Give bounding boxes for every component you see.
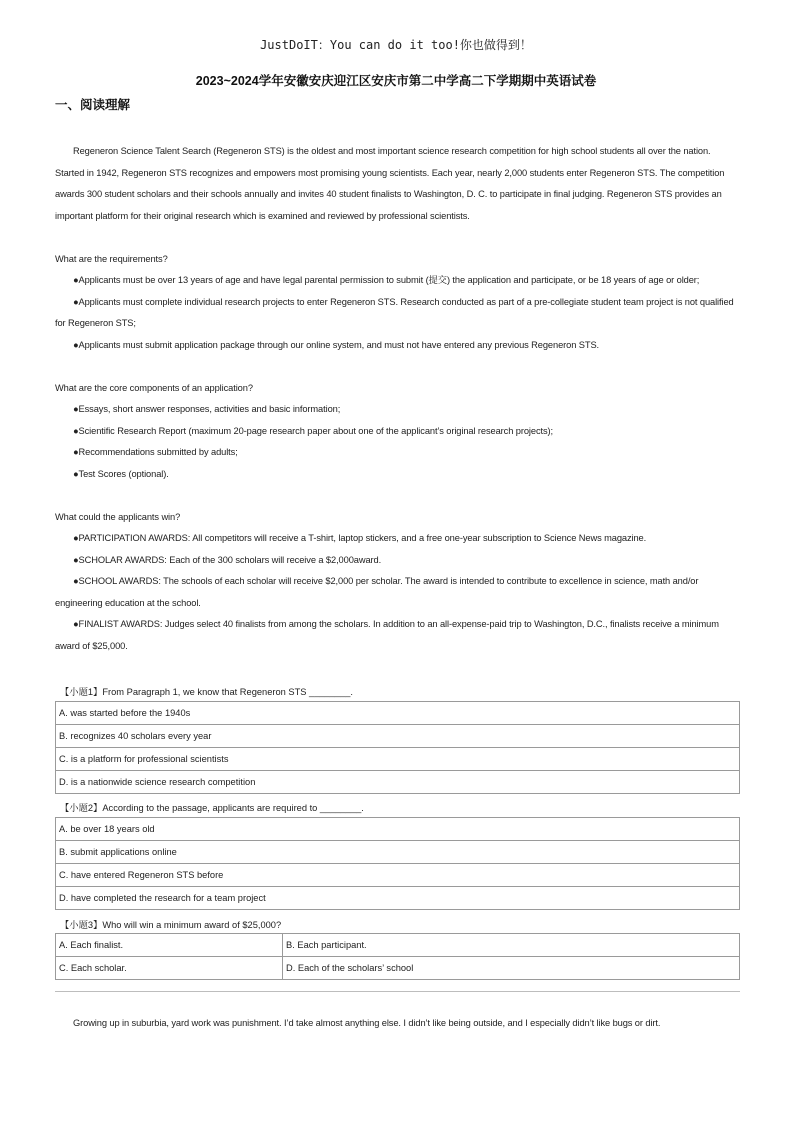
option-a[interactable]: A. was started before the 1940s [56, 702, 740, 725]
component-item: ●Test Scores (optional). [73, 468, 169, 479]
exam-title: 2023~2024学年安徽安庆迎江区安庆市第二中学高二下学期期中英语试卷 [195, 74, 597, 88]
passage-2 [55, 1013, 740, 1035]
option-c[interactable]: C. is a platform for professional scientists [56, 748, 740, 771]
question-1-options [55, 701, 740, 794]
component-item: ●Scientific Research Report (maximum 20-page research paper about one of the applicant’s original research projects); [73, 425, 554, 436]
requirement-item: ●Applicants must be over 13 years of age and have legal parental permission to submit (提交) the application and participate, or be 18 years of age or older; [73, 275, 700, 285]
option-a[interactable]: A. Each finalist. [56, 934, 283, 957]
question-1-stem: 【小题1】From Paragraph 1, we know that Regeneron STS ________. [60, 687, 354, 697]
award-item: ●SCHOLAR AWARDS: Each of the 300 scholars will receive a $2,000award. [73, 554, 382, 565]
question-2-stem: 【小题2】According to the passage, applicants are required to ________. [60, 803, 364, 813]
requirement-item: ●Applicants must complete individual research projects to enter Regeneron STS. Research conducted as part of a pre-collegiate student team project is not qualified for Regeneron STS; [55, 296, 734, 328]
question-3-options [55, 933, 740, 980]
option-b[interactable]: B. recognizes 40 scholars every year [56, 725, 740, 748]
option-d[interactable]: D. Each of the scholars’ school [283, 957, 740, 980]
requirement-item: ●Applicants must submit application package through our online system, and must not have entered any previous Regeneron STS. [73, 339, 600, 350]
passage-2-text: Growing up in suburbia, yard work was punishment. I’d take almost anything else. I didn’t like being outside, and I especially didn’t like bugs or dirt. [73, 1018, 661, 1028]
components-heading: What are the core components of an application? [55, 382, 253, 393]
component-item: ●Recommendations submitted by adults; [73, 447, 238, 457]
award-item: ●PARTICIPATION AWARDS: All competitors will receive a T-shirt, laptop stickers, and a free one-year subscription to Science News magazine. [73, 533, 647, 543]
section-divider [55, 991, 740, 992]
passage-1 [55, 141, 740, 657]
awards-heading: What could the applicants win? [55, 511, 181, 522]
option-c[interactable]: C. Each scholar. [56, 957, 283, 980]
question-3-stem: 【小题3】Who will win a minimum award of $25,000? [60, 920, 282, 930]
component-item: ●Essays, short answer responses, activities and basic information; [73, 404, 341, 414]
option-d[interactable]: D. is a nationwide science research competition [56, 771, 740, 794]
option-c[interactable]: C. have entered Regeneron STS before [56, 864, 740, 887]
award-item: ●SCHOOL AWARDS: The schools of each scholar will receive $2,000 per scholar. The award is intended to contribute to excellence in science, math and/or engineering education at the school. [55, 576, 699, 608]
requirements-heading: What are the requirements? [55, 253, 168, 264]
passage-1-intro: Regeneron Science Talent Search (Regeneron STS) is the oldest and most important science research competition for high school students all over the nation. Started in 1942, Regeneron STS recognizes and empowers most promising young scientists. Each year, nearly 2,000 students enter Regeneron STS. The competition awards 300 student scholars and their schools annually and invites 40 student finalists to Washington, D. C. to participate in final judging. Regeneron STS provides an important platform for their original research which is examined and reviewed by professional scientists. [55, 146, 725, 221]
option-a[interactable]: A. be over 18 years old [56, 818, 740, 841]
option-b[interactable]: B. submit applications online [56, 841, 740, 864]
option-d[interactable]: D. have completed the research for a team project [56, 887, 740, 910]
award-item: ●FINALIST AWARDS: Judges select 40 finalists from among the scholars. In addition to an all-expense-paid trip to Washington, D.C., finalists receive a minimum award of $25,000. [55, 619, 719, 651]
option-b[interactable]: B. Each participant. [283, 934, 740, 957]
section-heading: 一、阅读理解 [55, 98, 131, 112]
page-header: JustDoIT：You can do it too!你也做得到！ [260, 38, 532, 52]
question-2-options [55, 817, 740, 910]
